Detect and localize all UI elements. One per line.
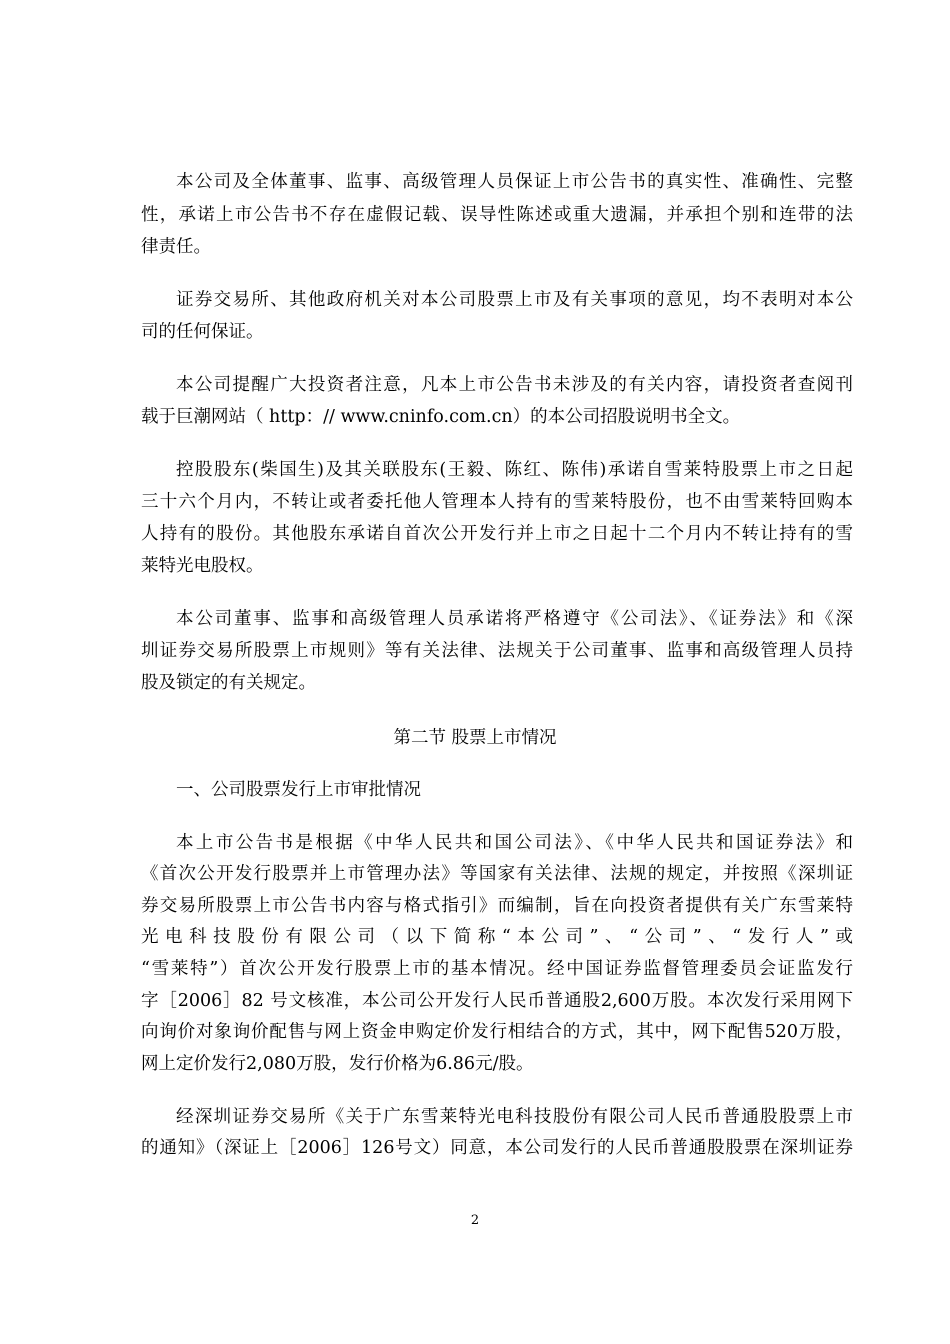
paragraph-4-line-3: 人持有的股份。其他股东承诺自首次公开发行并上市之日起十二个月内不转让持有的雪 [141,524,853,544]
paragraph-5-line-3: 股及锁定的有关规定。 [141,673,316,693]
paragraph-6-line-6: 字［2006］82 号文核准，本公司公开发行人民币普通股2,600万股。本次发行采用网下 [141,991,853,1011]
paragraph-6-line-2: 《首次公开发行股票并上市管理办法》等国家有关法律、法规的规定，并按照《深圳证 [141,864,853,884]
subsection-title: 一、公司股票发行上市审批情况 [176,780,421,800]
paragraph-6-line-5: “雪莱特”）首次公开发行股票上市的基本情况。经中国证券监督管理委员会证监发行 [141,959,853,979]
paragraph-6-line-1: 本上市公告书是根据《中华人民共和国公司法》、《中华人民共和国证券法》和 [176,833,853,853]
paragraph-2-line-2: 司的任何保证。 [141,322,264,342]
paragraph-4-line-1: 控股股东(柴国生)及其关联股东(王毅、陈红、陈伟)承诺自雪莱特股票上市之日起 [176,460,853,480]
paragraph-7-line-1: 经深圳证券交易所《关于广东雪莱特光电科技股份有限公司人民币普通股股票上市 [176,1107,853,1127]
paragraph-3-line-1: 本公司提醒广大投资者注意，凡本上市公告书未涉及的有关内容，请投资者查阅刊 [176,375,853,395]
paragraph-2-line-1: 证券交易所、其他政府机关对本公司股票上市及有关事项的意见，均不表明对本公 [176,290,853,310]
paragraph-7-line-2: 的通知》（深证上［2006］126号文）同意，本公司发行的人民币普通股股票在深圳证券 [141,1138,853,1158]
page-number: 2 [470,1213,480,1228]
paragraph-1-line-1: 本公司及全体董事、监事、高级管理人员保证上市公告书的真实性、准确性、完整 [176,172,853,192]
paragraph-6-line-8: 网上定价发行2,080万股，发行价格为6.86元/股。 [141,1054,534,1074]
section-title: 第二节 股票上市情况 [393,728,557,748]
paragraph-1-line-2: 性，承诺上市公告书不存在虚假记载、误导性陈述或重大遗漏，并承担个别和连带的法 [141,205,853,225]
paragraph-6-line-3: 券交易所股票上市公告书内容与格式指引》而编制，旨在向投资者提供有关广东雪莱特 [141,896,853,916]
paragraph-5-line-1: 本公司董事、监事和高级管理人员承诺将严格遵守《公司法》、《证券法》和《深 [176,609,853,629]
paragraph-5-line-2: 圳证券交易所股票上市规则》等有关法律、法规关于公司董事、监事和高级管理人员持 [141,641,853,661]
paragraph-6-line-7: 向询价对象询价配售与网上资金申购定价发行相结合的方式，其中，网下配售520万股， [141,1022,853,1042]
paragraph-4-line-2: 三十六个月内，不转让或者委托他人管理本人持有的雪莱特股份，也不由雪莱特回购本 [141,492,853,512]
paragraph-4-line-4: 莱特光电股权。 [141,556,264,576]
paragraph-3-line-2: 载于巨潮网站（ http：// www.cninfo.com.cn）的本公司招股说明书全文。 [141,407,741,427]
paragraph-1-line-3: 律责任。 [141,237,211,257]
paragraph-6-line-4: 光电科技股份有限公司（以下简称“本公司”、“公司”、“发行人”或 [141,927,853,947]
